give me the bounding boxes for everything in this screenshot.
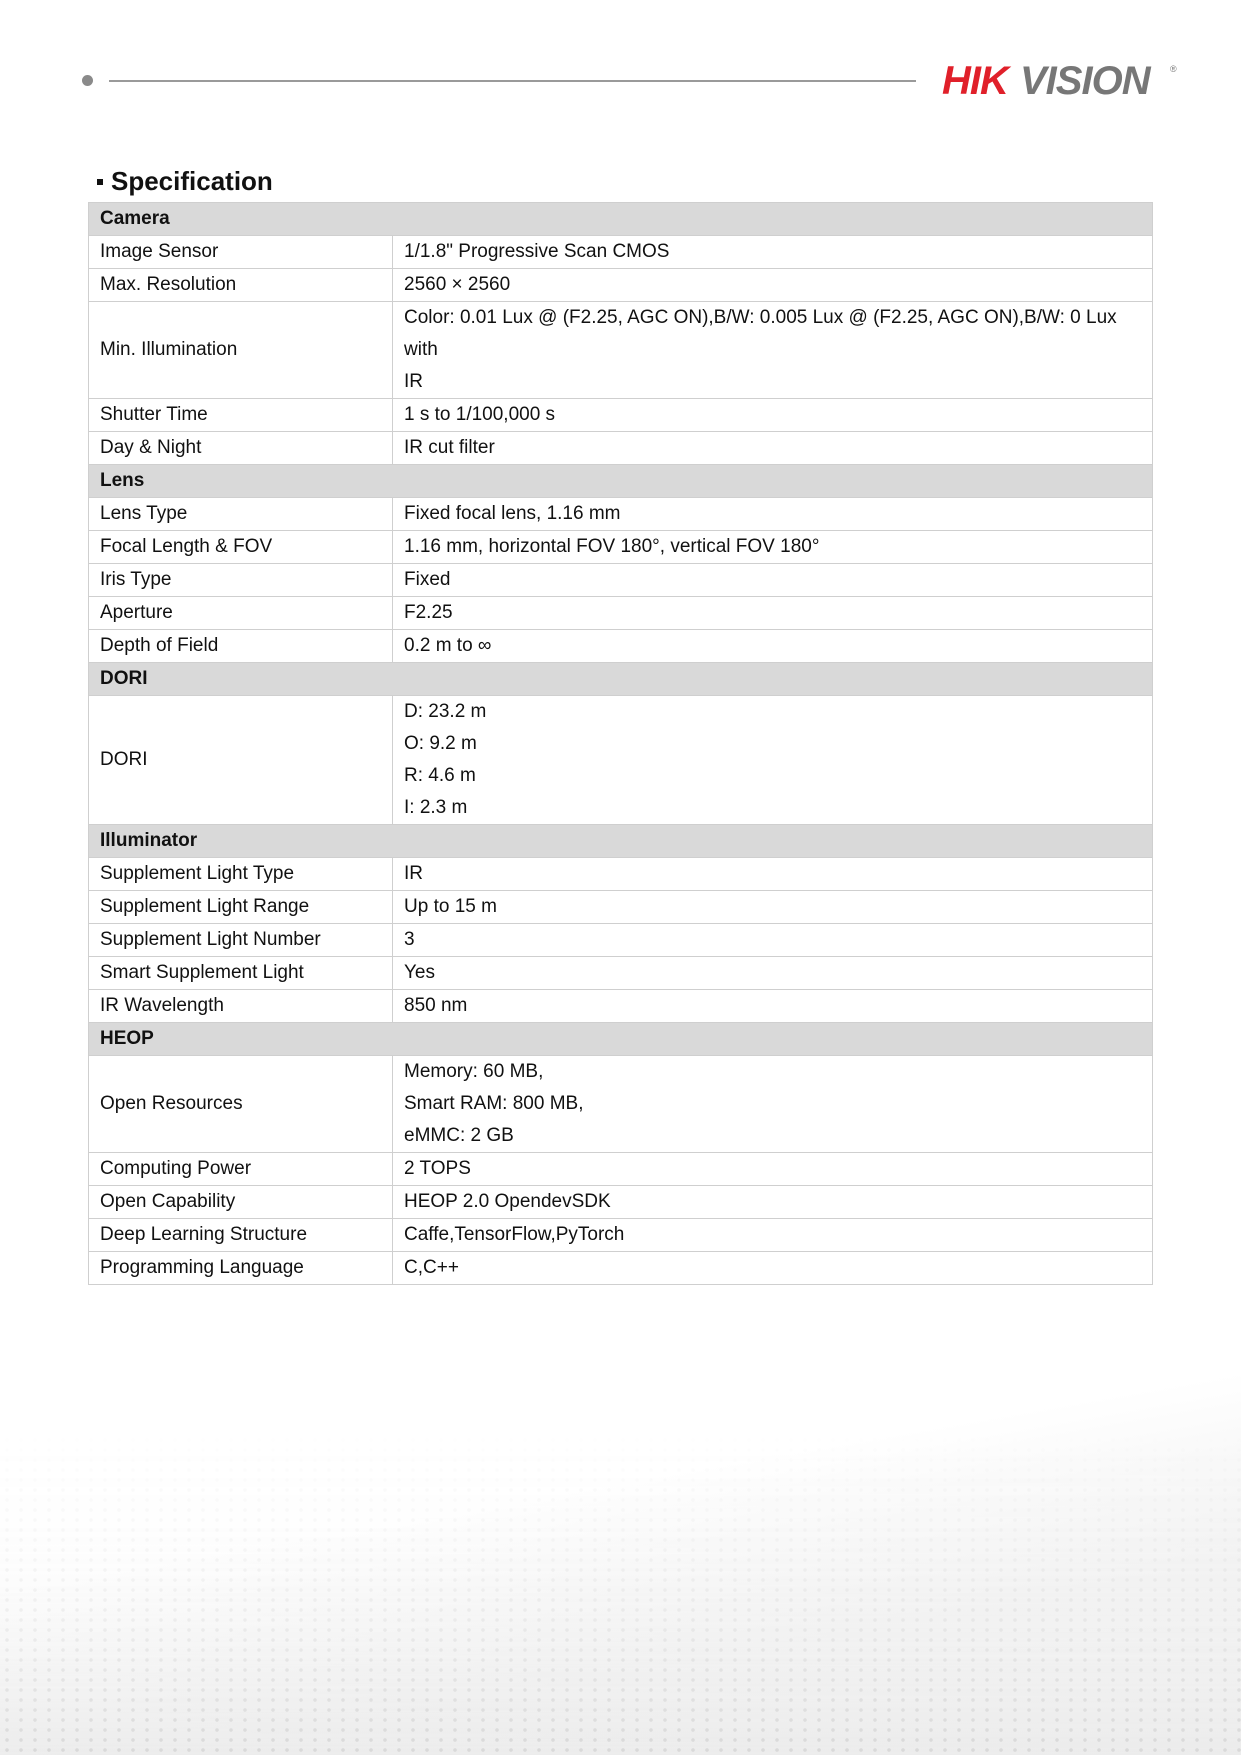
svg-text:VISION: VISION [1020, 60, 1150, 100]
spec-label: Aperture [89, 597, 393, 630]
spec-label: Open Capability [89, 1186, 393, 1219]
header-rule [109, 80, 916, 82]
spec-label: Smart Supplement Light [89, 957, 393, 990]
table-row [89, 1153, 1153, 1186]
spec-label: Focal Length & FOV [89, 531, 393, 564]
spec-label: Programming Language [89, 1252, 393, 1285]
table-row [89, 1252, 1153, 1285]
table-row [89, 630, 1153, 663]
group-header: DORI [89, 663, 1153, 696]
specification-table [88, 202, 1153, 1285]
spec-value [393, 236, 1153, 269]
group-header-row [89, 1023, 1153, 1056]
table-row [89, 1219, 1153, 1252]
hikvision-logo [942, 60, 1182, 100]
page-header [82, 60, 1182, 100]
title-bullet [97, 179, 103, 185]
svg-text:®: ® [1170, 64, 1177, 74]
spec-value-line: O: 9.2 m [404, 733, 477, 754]
spec-value [393, 302, 1153, 399]
table-row [89, 1186, 1153, 1219]
spec-value-line: 850 nm [404, 995, 468, 1016]
table-row [89, 236, 1153, 269]
group-header: Lens [89, 465, 1153, 498]
spec-value-line: I: 2.3 m [404, 797, 468, 818]
header-dot [82, 75, 93, 86]
spec-label: Open Resources [89, 1056, 393, 1153]
spec-label: IR Wavelength [89, 990, 393, 1023]
spec-value [393, 399, 1153, 432]
spec-label: Max. Resolution [89, 269, 393, 302]
svg-text:HIK: HIK [942, 60, 1008, 100]
table-row [89, 302, 1153, 399]
spec-value-line: 1.16 mm, horizontal FOV 180°, vertical FOV 180° [404, 536, 820, 557]
spec-value-line: Smart RAM: 800 MB, [404, 1093, 584, 1114]
spec-value-line: 1 s to 1/100,000 s [404, 404, 556, 425]
spec-label: DORI [89, 696, 393, 825]
group-header: HEOP [89, 1023, 1153, 1056]
spec-value-line: IR [404, 371, 423, 392]
background-dot-pattern [0, 1425, 1241, 1755]
spec-value-line: Yes [404, 962, 435, 983]
spec-value-line: Caffe,TensorFlow,PyTorch [404, 1224, 625, 1245]
table-row [89, 924, 1153, 957]
spec-value [393, 498, 1153, 531]
group-header: Camera [89, 203, 1153, 236]
group-header-row [89, 663, 1153, 696]
spec-value [393, 1252, 1153, 1285]
spec-label: Depth of Field [89, 630, 393, 663]
spec-value-line: R: 4.6 m [404, 765, 476, 786]
table-row [89, 1056, 1153, 1153]
spec-value [393, 630, 1153, 663]
group-header-row [89, 465, 1153, 498]
spec-value-line: 1/1.8" Progressive Scan CMOS [404, 241, 670, 262]
spec-value [393, 924, 1153, 957]
section-title [97, 166, 273, 197]
spec-label: Iris Type [89, 564, 393, 597]
spec-value-line: Fixed focal lens, 1.16 mm [404, 503, 621, 524]
table-row [89, 531, 1153, 564]
spec-value [393, 531, 1153, 564]
spec-label: Day & Night [89, 432, 393, 465]
spec-value-line: 2560 × 2560 [404, 274, 511, 295]
table-row [89, 597, 1153, 630]
spec-value-line: D: 23.2 m [404, 701, 487, 722]
spec-value-line: Fixed [404, 569, 451, 590]
table-row [89, 564, 1153, 597]
spec-value-line: Color: 0.01 Lux @ (F2.25, AGC ON),B/W: 0.005 Lux @ (F2.25, AGC ON),B/W: 0 Lux with [404, 307, 1117, 360]
spec-value-line: Up to 15 m [404, 896, 497, 917]
spec-label: Min. Illumination [89, 302, 393, 399]
spec-value-line: 3 [404, 929, 415, 950]
table-row [89, 957, 1153, 990]
spec-label: Image Sensor [89, 236, 393, 269]
group-header-row [89, 825, 1153, 858]
spec-value-line: C,C++ [404, 1257, 459, 1278]
spec-value-line: IR [404, 863, 423, 884]
table-row [89, 432, 1153, 465]
spec-value-line: eMMC: 2 GB [404, 1125, 514, 1146]
spec-value-line: 2 TOPS [404, 1158, 471, 1179]
spec-value [393, 858, 1153, 891]
spec-value-line: F2.25 [404, 602, 453, 623]
spec-label: Shutter Time [89, 399, 393, 432]
group-header-row [89, 203, 1153, 236]
spec-label: Deep Learning Structure [89, 1219, 393, 1252]
spec-label: Lens Type [89, 498, 393, 531]
table-row [89, 498, 1153, 531]
table-row [89, 269, 1153, 302]
table-row [89, 399, 1153, 432]
spec-label: Computing Power [89, 1153, 393, 1186]
spec-value [393, 1153, 1153, 1186]
table-row [89, 858, 1153, 891]
spec-value [393, 1186, 1153, 1219]
spec-value-line: HEOP 2.0 OpendevSDK [404, 1191, 611, 1212]
spec-value [393, 891, 1153, 924]
spec-label: Supplement Light Range [89, 891, 393, 924]
spec-value [393, 564, 1153, 597]
spec-value [393, 269, 1153, 302]
spec-value [393, 1219, 1153, 1252]
table-row [89, 891, 1153, 924]
spec-value-line: IR cut filter [404, 437, 495, 458]
section-title-text: Specification [111, 166, 273, 196]
table-row [89, 990, 1153, 1023]
spec-value [393, 1056, 1153, 1153]
spec-value [393, 957, 1153, 990]
spec-value-line: Memory: 60 MB, [404, 1061, 544, 1082]
spec-label: Supplement Light Type [89, 858, 393, 891]
spec-value [393, 990, 1153, 1023]
table-row [89, 696, 1153, 825]
spec-value [393, 597, 1153, 630]
spec-value [393, 696, 1153, 825]
spec-value-line: 0.2 m to ∞ [404, 635, 492, 656]
spec-value [393, 432, 1153, 465]
spec-label: Supplement Light Number [89, 924, 393, 957]
group-header: Illuminator [89, 825, 1153, 858]
